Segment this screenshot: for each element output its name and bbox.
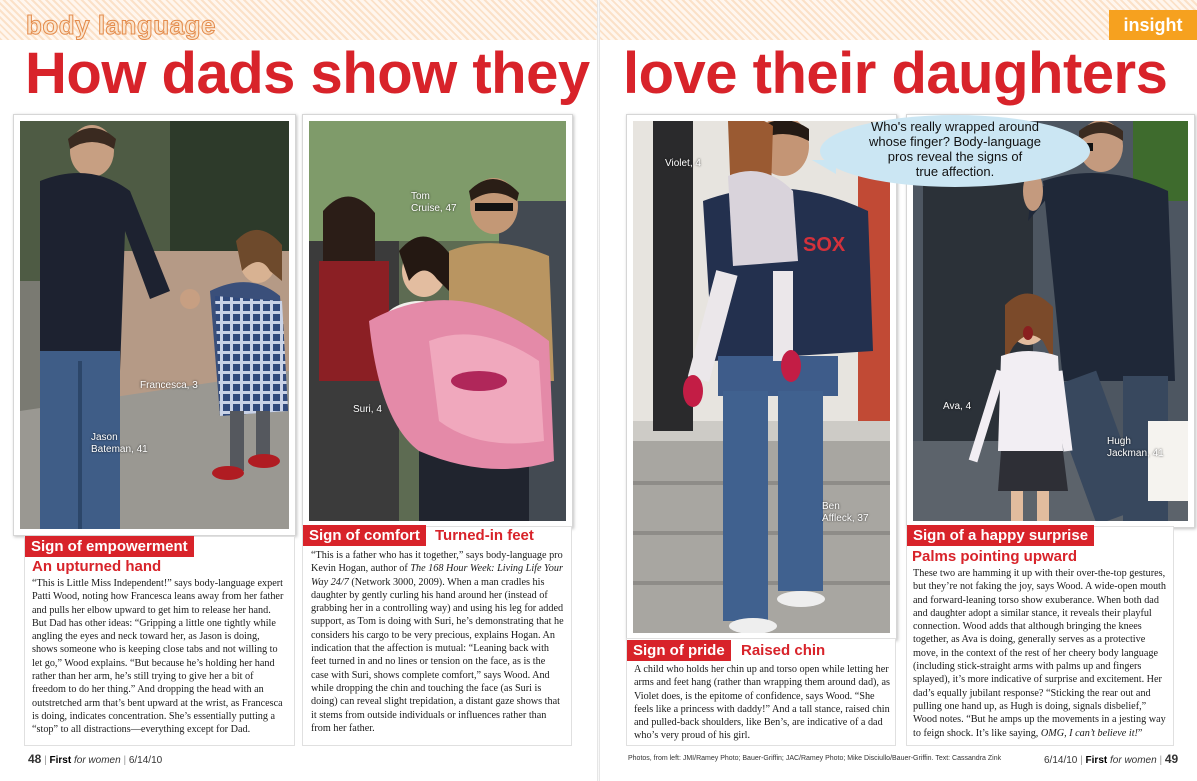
brand-sub-right: for women [1110,755,1157,766]
svg-text:SOX: SOX [803,234,846,256]
photo-credits: Photos, from left: JMI/Ramey Photo; Bauer-Griffin; JAC/Ramey Photo; Mike Disciullo/Bauer-Griffin. Text: Cassandra Zink [628,755,1002,762]
subhead-turned-in-feet: Turned-in feet [435,527,534,544]
sign-comfort: Sign of comfort [303,525,426,546]
subhead-raised-chin: Raised chin [741,642,826,659]
caption-bateman: Bateman, 41 [91,444,148,455]
body-surprise-pre: These two are hamming it up with their over-the-top gestures, but they’re not faking the joy, says Wood. A wide-open mouth and forward-leaning torso show exuberance. When both dad and daughter adopt a similar stance, it reveals their playful connection. Wood adds that although bringing the knees together, as Ava is doing, generally serves as a protective move, in the context of the rest of her cheery body language (including stick-straight arms with palms up and fingers splayed), it’s more indicative of surprise and excitement. Her dad’s equally jubilant response? “Sticking the rear out and pulling one hand up, as Hugh is doing, signals disbelief,” Wood notes. “But he amps up the movements in a jesting way to feign shock. It’s like saying, [913,568,1166,739]
body-surprise-quote: OMG, I can’t believe it! [1040,727,1138,739]
photo-bateman [20,121,289,529]
body-comfort-post: (Network 3000, 2009). When a man cradles his daughter by gently curling his hand around her (instead of grabbing her in a controlling way) and using his leg for added support, as Tom is doing with Suri, he’s demonstrating that he considers his cargo to be very precious, explains Hogan. An indication that the affection is mutual: “Leaning back with feet turned in and no lines or tension on the face, as is the case with Suri, shows complete comfort,” says Wood. And while dropping the chin and touching the face (as Suri is doing) can reveal slight trepidation, a distant gaze shows that it stems from outside individuals or influences rather than from her father. [311,576,564,734]
date-left: 6/14/10 [128,755,163,766]
caption-francesca: Francesca, 3 [140,380,198,391]
body-pride: A child who holds her chin up and torso open while letting her arms and feet hang (rather than wrapping them around dad), as Violet does, is the epitome of confidence, says Wood. “She feels like a princess with daddy!” And a tall stance, raised chin and pulled-back shoulders, like Ben’s, are indicative of a dad who’s very proud of his girl. [634,664,891,742]
brand-left: First [49,755,72,766]
photo-affleck [633,121,890,633]
page-number-right: 49 [1164,752,1179,766]
body-comfort [311,549,565,735]
brand-sub-left: for women [73,755,121,766]
caption-cruise: Cruise, 47 [411,203,457,214]
body-empowerment: “This is Little Miss Independent!” says body-language expert Patti Wood, noting how Francesca leans away from her father and pulls her elbow upward to get him to release her hand. But Dad has other ideas: “Gripping a little one tightly while angling the eyes and neck toward her, as Jason is doing, shows someone who is keeping close tabs and not willing to let go,” Wood explains. “But because he’s holding her hand rather than her arm, he’s still trying to give her a bit of freedom to do her thing.” And dropping the head with an outstretched arm that’s bent upward at the wrist, as Francesca is doing, indicates concentration. She’s essentially putting a “stop” to all distractions—everything except for Dad. [32,578,284,736]
caption-affleck: Affleck, 37 [822,513,869,524]
headline-right: love their daughters [623,41,1168,106]
date-right: 6/14/10 [1044,755,1078,766]
insight-tag: insight [1109,10,1197,40]
section-kicker: body language [26,10,216,40]
headline-left: How dads show they [25,41,590,106]
speech-bubble [820,115,1090,187]
bubble-line-3: pros reveal the signs of [887,149,1023,164]
caption-suri: Suri, 4 [353,404,382,415]
page-number-left: 48 [28,752,42,766]
photo-frame-cruise [302,114,573,528]
footer-right: 6/14/10 | First for women | 49 [1044,752,1179,766]
caption-ava: Ava, 4 [943,401,972,412]
photo-frame-bateman [13,114,296,536]
body-comfort-pre: “This is a father who has it together,” says body-language pro Kevin Hogan, author of [311,550,563,575]
body-happy-surprise [913,567,1167,740]
page-gutter [597,0,600,781]
caption-jackman: Jackman, 41 [1107,448,1164,459]
footer-left: 48 | First for women | 6/14/10 [28,752,163,766]
subhead-palms-upward: Palms pointing upward [912,548,1078,565]
brand-right: First [1085,755,1108,766]
caption-hugh: Hugh [1107,436,1131,447]
photo-frame-affleck [626,114,897,640]
bubble-line-2: whose finger? Body-language [868,134,1041,149]
caption-violet: Violet, 4 [665,158,701,169]
body-surprise-post: ” [1137,727,1143,739]
caption-tom: Tom [411,191,430,202]
sign-pride: Sign of pride [627,640,731,661]
book-title: The 168 Hour Week: Living Life Your Way 24/7 [311,563,563,588]
photo-cruise [309,121,566,521]
bubble-line-4: true affection. [915,164,995,179]
caption-jason: Jason [91,432,118,443]
caption-ben: Ben [822,501,840,512]
subhead-upturned-hand: An upturned hand [32,558,162,575]
sign-happy-surprise: Sign of a happy surprise [907,525,1094,546]
bubble-line-1: Who's really wrapped around [871,119,1039,134]
sign-empowerment: Sign of empowerment [25,536,194,557]
